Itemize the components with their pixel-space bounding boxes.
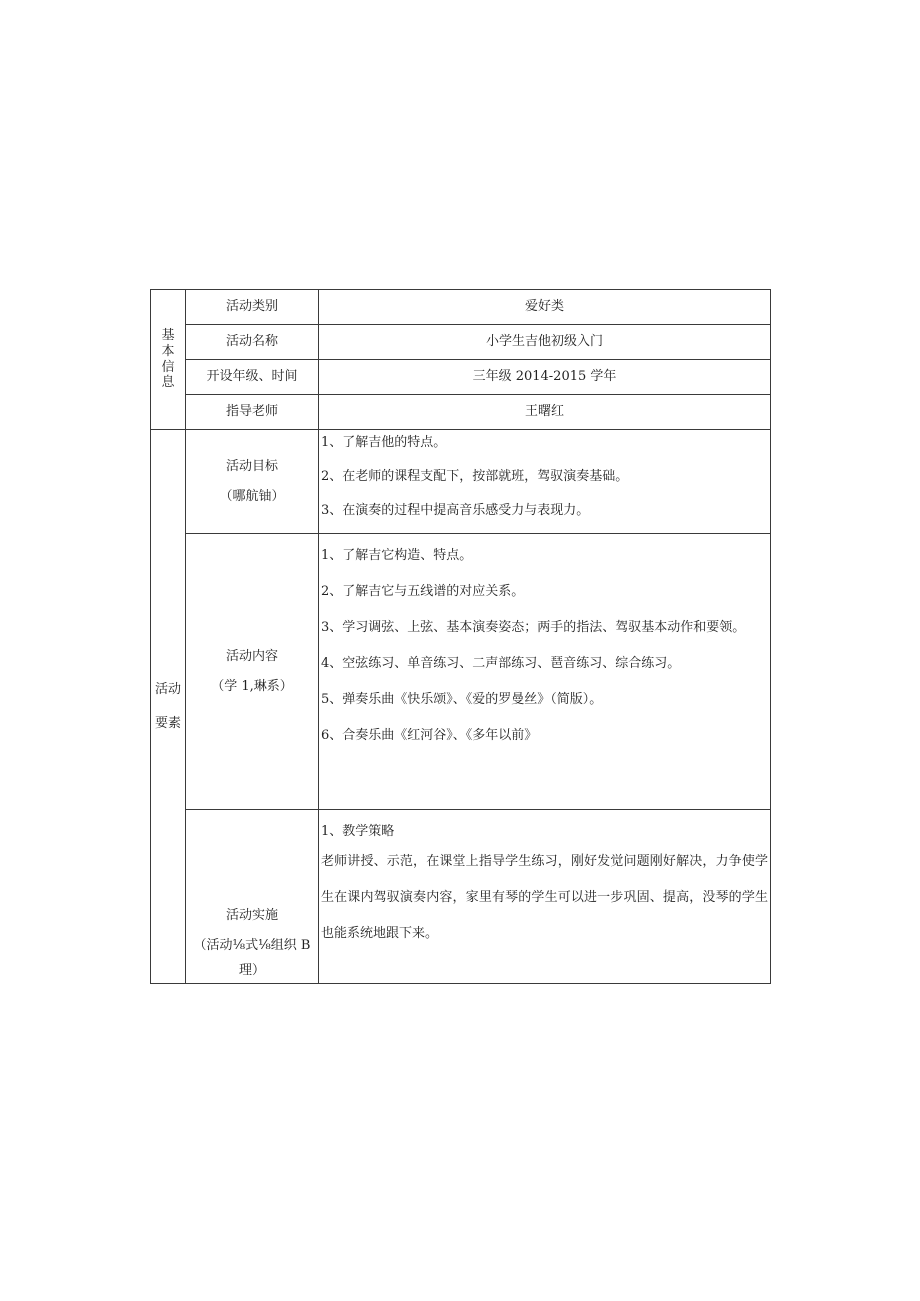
content-label-cell	[186, 534, 319, 810]
activity-name-label: 活动名称	[186, 325, 319, 360]
basic-info-section-label	[151, 290, 186, 430]
list-item: 2、了解吉它与五线谱的对应关系。	[321, 584, 525, 599]
teacher-label: 指导老师	[186, 395, 319, 430]
teacher-value: 王曙红	[319, 395, 771, 430]
list-item: 1、了解吉他的特点。	[321, 435, 447, 450]
activity-form-table	[150, 289, 771, 984]
list-item: 3、学习调弦、上弦、基本演奏姿态；两手的指法、驾驭基本动作和要领。	[321, 620, 746, 635]
goal-label-cell	[186, 430, 319, 534]
goal-list	[319, 430, 771, 534]
list-item: 5、弹奏乐曲《快乐颂》、《爱的罗曼丝》（简版）。	[321, 692, 603, 707]
activity-category-value: 爱好类	[319, 290, 771, 325]
section-char: 基	[161, 328, 175, 344]
content-list	[319, 534, 771, 810]
list-item: 3、在演奏的过程中提高音乐感受力与表现力。	[321, 503, 590, 518]
section-char: 息	[161, 375, 175, 391]
content-label: 活动内容	[225, 648, 278, 664]
section-line: 要素	[154, 715, 181, 731]
list-item: 1、了解吉它构造、特点。	[321, 548, 473, 563]
grade-time-value: 三年级 2014-2015 学年	[319, 360, 771, 395]
implementation-sublabel: （活动⅛式⅛组织 B	[193, 937, 311, 953]
activity-elements-section-label	[151, 430, 186, 984]
implementation-list	[319, 810, 771, 984]
implementation-sublabel-cont: 理）	[238, 963, 265, 979]
goal-label: 活动目标	[225, 458, 278, 474]
list-item: 1、教学策略	[321, 824, 395, 839]
content-sublabel: （学 1,琳系）	[211, 678, 293, 694]
list-item: 4、空弦练习、单音练习、二声部练习、琶音练习、综合练习。	[321, 656, 681, 671]
activity-category-label: 活动类别	[186, 290, 319, 325]
implementation-body: 老师讲授、示范，在课堂上指导学生练习，刚好发觉问题刚好解决，力争使学生在课内驾驭演奏内容，家里有琴的学生可以进一步巩固、提高，没琴的学生也能系统地跟下来。	[321, 854, 768, 941]
implementation-label: 活动实施	[225, 908, 278, 924]
goal-sublabel: （哪航铀）	[219, 488, 285, 504]
list-item: 2、在老师的课程支配下，按部就班，驾驭演奏基础。	[321, 469, 629, 484]
list-item: 6、合奏乐曲《红河谷》、《多年以前》	[321, 728, 538, 743]
section-char: 信	[161, 359, 175, 375]
implementation-label-cell	[186, 810, 319, 984]
grade-time-label: 开设年级、时间	[186, 360, 319, 395]
activity-name-value: 小学生吉他初级入门	[319, 325, 771, 360]
section-line: 活动	[154, 681, 181, 697]
section-char: 本	[161, 343, 175, 359]
